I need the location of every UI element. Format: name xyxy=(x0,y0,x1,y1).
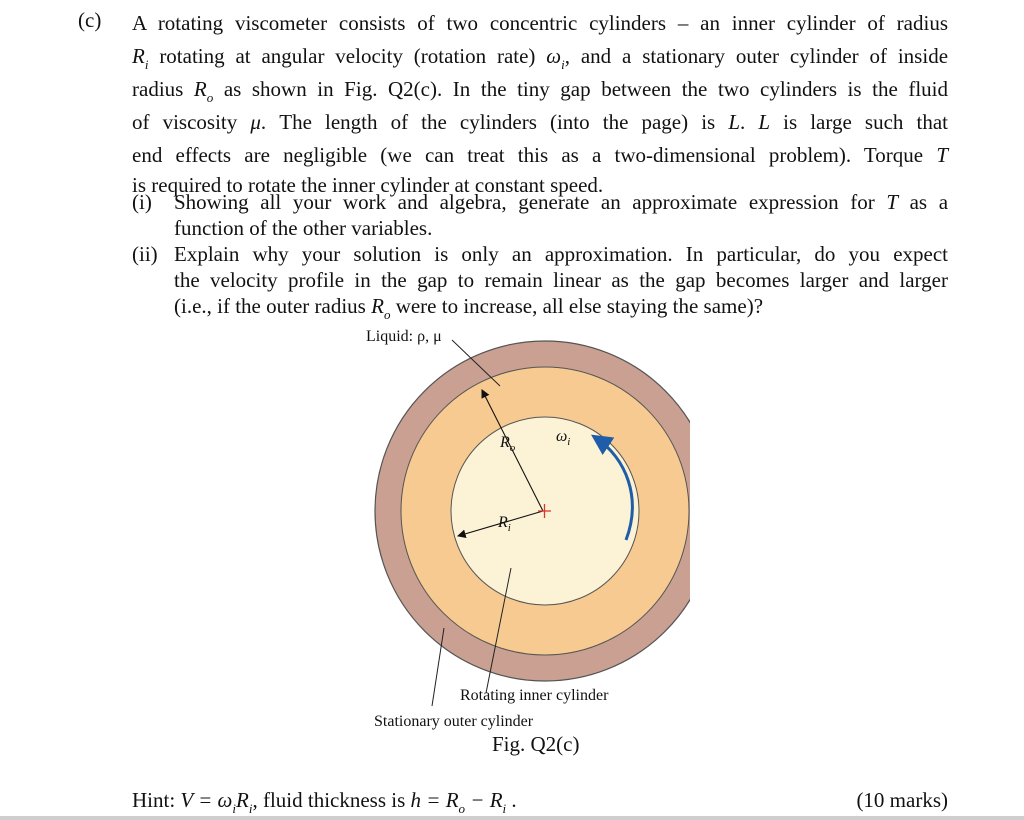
sub-question-line: the velocity profile in the gap to remain linear as the gap becomes larger and larger xyxy=(174,268,948,292)
viscometer-diagram xyxy=(360,328,690,748)
para-line-4: of viscosity μ. The length of the cylinders (into the page) is L. L is large such that xyxy=(132,110,948,134)
marks-label: (10 marks) xyxy=(856,788,948,812)
omega-label: $\omega_i$ xyxy=(556,428,571,448)
para-line-6: is required to rotate the inner cylinder at constant speed. xyxy=(132,173,604,197)
para-line-1: A rotating viscometer consists of two concentric cylinders – an inner cylinder of radius xyxy=(132,11,948,35)
viscometer-figure xyxy=(360,328,690,748)
sub-question-line: Explain why your solution is only an approximation. In particular, do you expect xyxy=(174,242,948,266)
para-line-3: radius $R_o$ as shown in Fig. Q2(c). In the tiny gap between the two cylinders is the fluid xyxy=(132,77,949,105)
sub-question-ii xyxy=(132,241,948,322)
liquid-label: Liquid: ρ, μ xyxy=(366,328,442,345)
stationary-outer-cylinder-label: Stationary outer cylinder xyxy=(374,713,534,730)
page-bottom-edge xyxy=(0,816,1024,820)
sub-question-line: (i.e., if the outer radius $R_o$ were to increase, all else staying the same)? xyxy=(174,294,764,322)
sub-question-line: Showing all your work and algebra, generate an approximate expression for T as a xyxy=(174,190,949,214)
sub-question-number: (i) xyxy=(132,190,152,214)
para-line-2: $R_i$ rotating at angular velocity (rotation rate) $\omega_i$, and a stationary outer cylinder of inside xyxy=(132,44,949,72)
inner-radius-label: $R_i$ xyxy=(498,514,511,534)
rotating-inner-cylinder-label: Rotating inner cylinder xyxy=(460,687,609,704)
sub-question-line: function of the other variables. xyxy=(174,216,433,240)
outer-radius-label: $R_o$ xyxy=(500,434,516,454)
question-part-label: (c) xyxy=(78,8,102,32)
sub-question-number: (ii) xyxy=(132,242,158,266)
sub-questions xyxy=(132,189,948,322)
hint-line: Hint: $V = \omega_iR_i$, fluid thickness is $h = R_o - R_i$ . xyxy=(132,788,517,816)
figure-caption: Fig. Q2(c) xyxy=(492,732,580,756)
sub-question-i xyxy=(132,189,948,241)
para-line-5: end effects are negligible (we can treat this as a two-dimensional problem). Torque T xyxy=(132,143,948,167)
question-paragraph xyxy=(132,7,948,198)
